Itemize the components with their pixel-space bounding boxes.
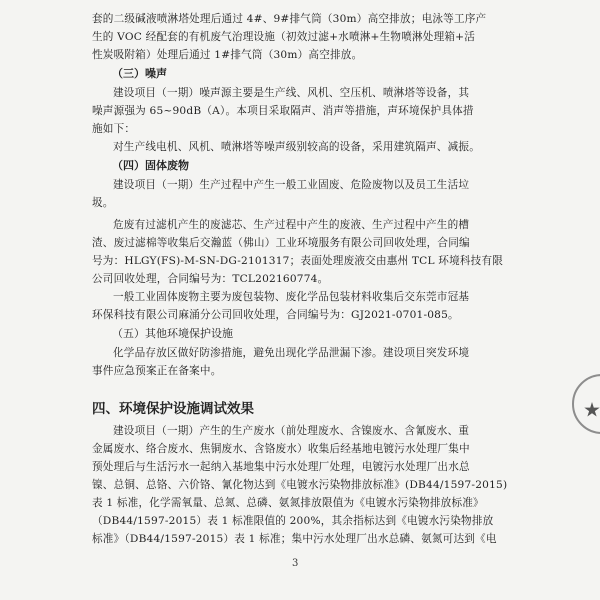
text-line: 一般工业固体废物主要为废包装物、废化学品包装材料收集后交东莞市冠基: [113, 291, 470, 303]
text-line: 镍、总铜、总铬、六价铬、氰化物达到《电镀水污染物排放标准》(DB44/1597-2015): [92, 479, 508, 491]
text-line: 事件应急预案正在备案中。: [92, 365, 222, 377]
body-text: [92, 10, 522, 380]
official-seal: [572, 374, 600, 434]
text-line: 号为：HLGY(FS)-M-SN-DG-2101317；表面处理废液交由惠州 TCL 环境科技有限: [92, 255, 504, 267]
heading-other-facilities: （五）其他环境保护设施: [112, 327, 233, 340]
heading-solid-waste: （四）固体废物: [112, 159, 189, 172]
text-line: 危废有过滤机产生的废滤芯、生产过程中产生的废液、生产过程中产生的槽: [113, 219, 470, 231]
text-line: 建设项目（一期）噪声源主要是生产线、风机、空压机、喷淋塔等设备，其: [113, 87, 470, 99]
text-line: 建设项目（一期）产生的生产废水（前处理废水、含镍废水、含氰废水、重: [113, 425, 470, 437]
section4-body: [92, 422, 522, 548]
text-line: 预处理后与生活污水一起纳入基地集中污水处理厂处理，电镀污水处理厂出水总: [92, 461, 470, 473]
text-line: 渣、废过滤棉等收集后交瀚蓝（佛山）工业环境服务有限公司回收处理，合同编: [92, 237, 470, 249]
text-line: 施如下：: [92, 123, 136, 135]
text-line: 金属废水、络合废水、焦铜废水、含铬废水）收集后经基地电镀污水处理厂集中: [92, 443, 470, 455]
text-line: 表 1 标准，化学需氧量、总氮、总磷、氨氮排放限值为《电镀水污染物排放标准》: [92, 497, 484, 509]
text-line: 化学品存放区做好防渗措施，避免出现化学品泄漏下渗。建设项目突发环境: [113, 347, 470, 359]
text-line: （DB44/1597-2015）表 1 标准限值的 200%，其余指标达到《电镀水污染物排放: [92, 515, 494, 527]
text-line: 生的 VOC 经配套的有机废气治理设施（初效过滤+水喷淋+生物喷淋处理箱+活: [92, 31, 476, 43]
text-line: 套的二级碱液喷淋塔处理后通过 4#、9#排气筒（30m）高空排放；电泳等工序产: [92, 13, 487, 25]
text-line: 对生产线电机、风机、喷淋塔等噪声级别较高的设备，采用建筑隔声、减振。: [113, 141, 480, 153]
text-line: 建设项目（一期）生产过程中产生一般工业固废、危险废物以及员工生活垃: [113, 179, 470, 191]
text-line: 环保科技有限公司麻涌分公司回收处理，合同编号为：GJ2021-0701-085。: [92, 309, 459, 321]
heading-noise: （三）噪声: [112, 67, 167, 80]
text-line: 性炭吸附箱）处理后通过 1#排气筒（30m）高空排放。: [92, 49, 363, 61]
text-line: 公司回收处理，合同编号为：TCL202160774。: [92, 273, 329, 285]
page-number: 3: [292, 558, 299, 569]
text-line: 圾。: [92, 197, 114, 209]
text-line: 标准》（DB44/1597-2015）表 1 标准；集中污水处理厂出水总磷、氨氮可达到《电: [92, 533, 497, 545]
text-line: 噪声源强为 65~90dB（A）。本项目采取隔声、消声等措施，声环境保护具体措: [92, 105, 474, 117]
section-heading-4: 四、环境保护设施调试效果: [92, 401, 254, 417]
